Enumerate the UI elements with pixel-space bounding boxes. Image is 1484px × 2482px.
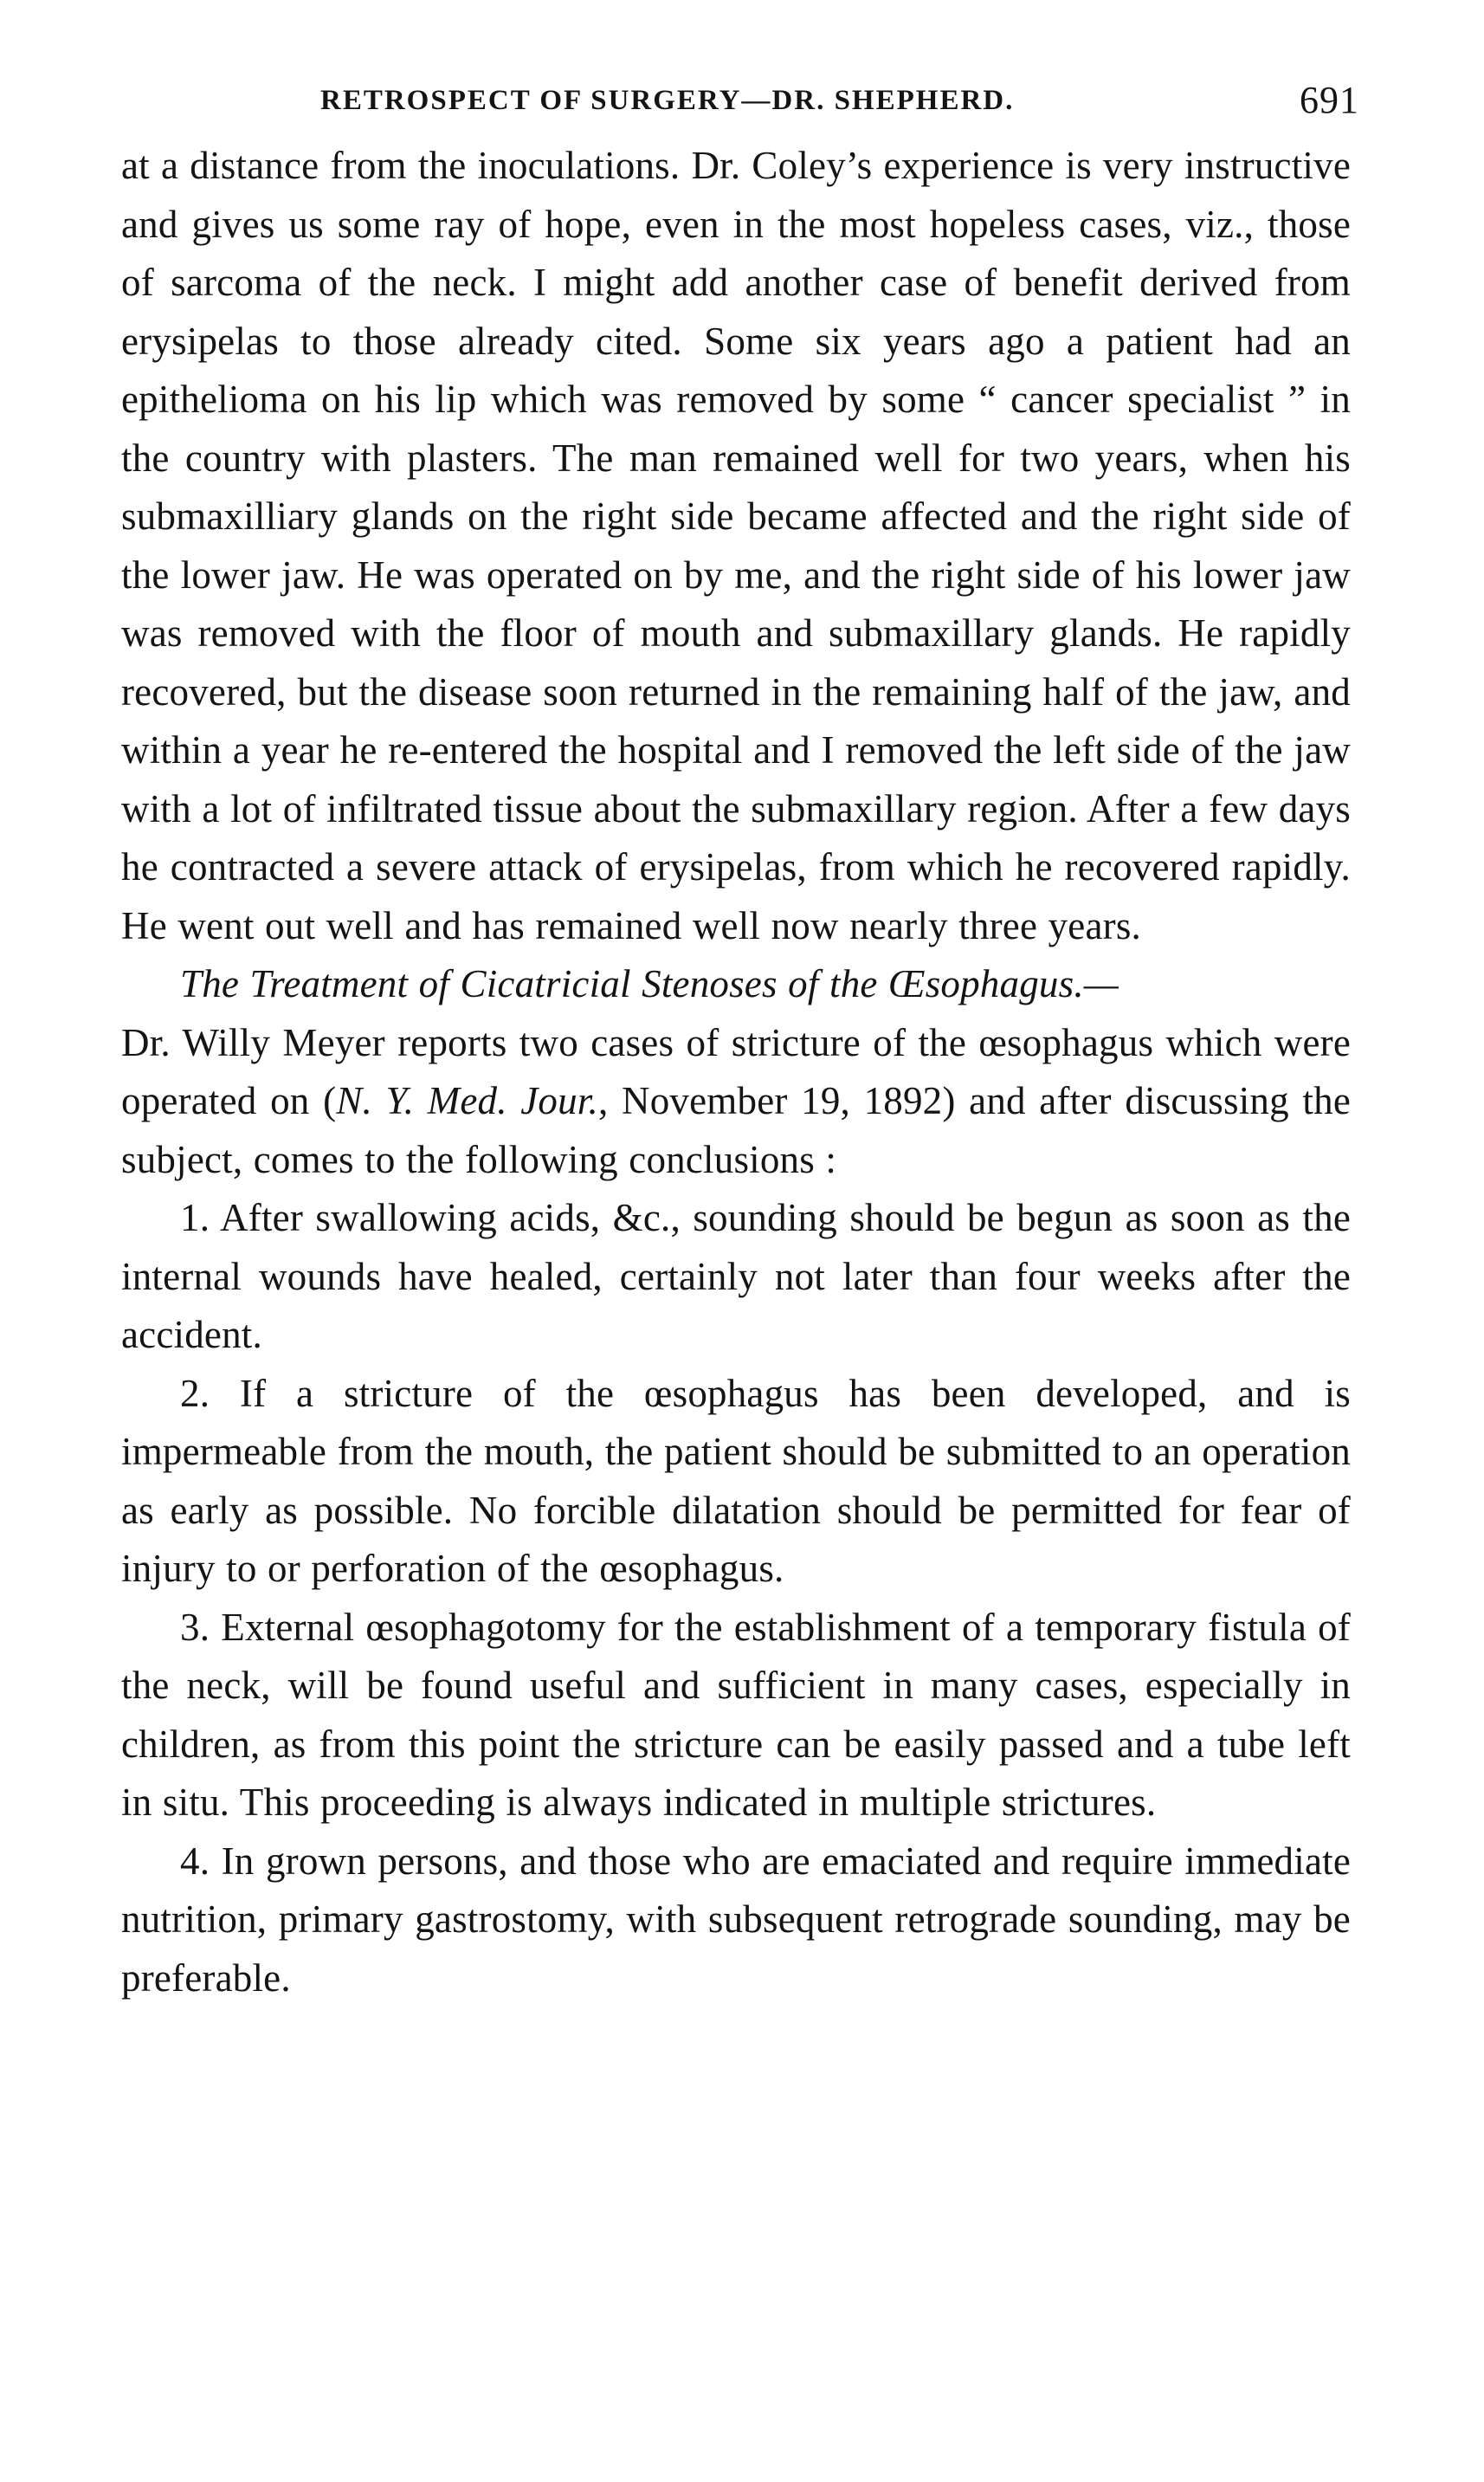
- section-heading-paragraph: [121, 955, 1351, 1014]
- running-head: [121, 76, 1359, 137]
- meyer-report-intro: Dr. Willy Meyer reports two cases of stricture of the œsophagus which were operated on (: [121, 1020, 1351, 1122]
- meyer-report-rest: , November 19, 1892) and after discussing the subject, comes to the following conclusions :: [121, 1079, 1351, 1181]
- conclusion-item-2: 2. If a stricture of the œsophagus has been developed, and is impermeable from the mouth, the patient should be submitted to an operation as early as possible. No forcible dilatation should be permitted for fear of injury to or perforation of the œsophagus.: [121, 1371, 1351, 1590]
- journal-citation: N. Y. Med. Jour.: [336, 1079, 598, 1122]
- conclusion-item-3: 3. External œsophagotomy for the establishment of a temporary fistula of the neck, will be found useful and sufficient in many cases, especially in children, as from this point the stricture can be easily passed and a tube left in situ. This proceeding is always indicated in multiple strictures.: [121, 1605, 1351, 1824]
- conclusion-item-4: 4. In grown persons, and those who are emaciated and require immediate nutrition, primary gastrostomy, with subsequent retrograde sounding, may be preferable.: [121, 1839, 1351, 2000]
- running-title: RETROSPECT OF SURGERY—DR. SHEPHERD.: [320, 85, 1015, 116]
- document-page: [121, 76, 1359, 2007]
- paragraph-meyer-report: [121, 1014, 1351, 1190]
- page-number: 691: [1300, 79, 1359, 121]
- conclusion-item-1: 1. After swallowing acids, &c., sounding should be begun as soon as the internal wounds have healed, certainly not later than four weeks after the accident.: [121, 1196, 1351, 1356]
- section-heading: The Treatment of Cicatricial Stenoses of the Œsophagus.—: [180, 962, 1119, 1005]
- body-text: [121, 137, 1351, 2007]
- paragraph-erysipelas-case: at a distance from the inoculations. Dr. Coley’s experience is very instructive and gives us some ray of hope, even in the most hopeless cases, viz., those of sarcoma of the neck. I might add another case of benefit derived from erysipelas to those already cited. Some six years ago a patient had an epithelioma on his lip which was removed by some “ cancer specialist ” in the country with plasters. The man remained well for two years, when his submaxilliary glands on the right side became affected and the right side of the lower jaw. He was operated on by me, and the right side of his lower jaw was removed with the floor of mouth and submaxillary glands. He rapidly recovered, but the disease soon returned in the remaining half of the jaw, and within a year he re-entered the hospital and I removed the left side of the jaw with a lot of infiltrated tissue about the submaxillary region. After a few days he contracted a severe attack of erysipelas, from which he recovered rapidly. He went out well and has remained well now nearly three years.: [121, 144, 1351, 947]
